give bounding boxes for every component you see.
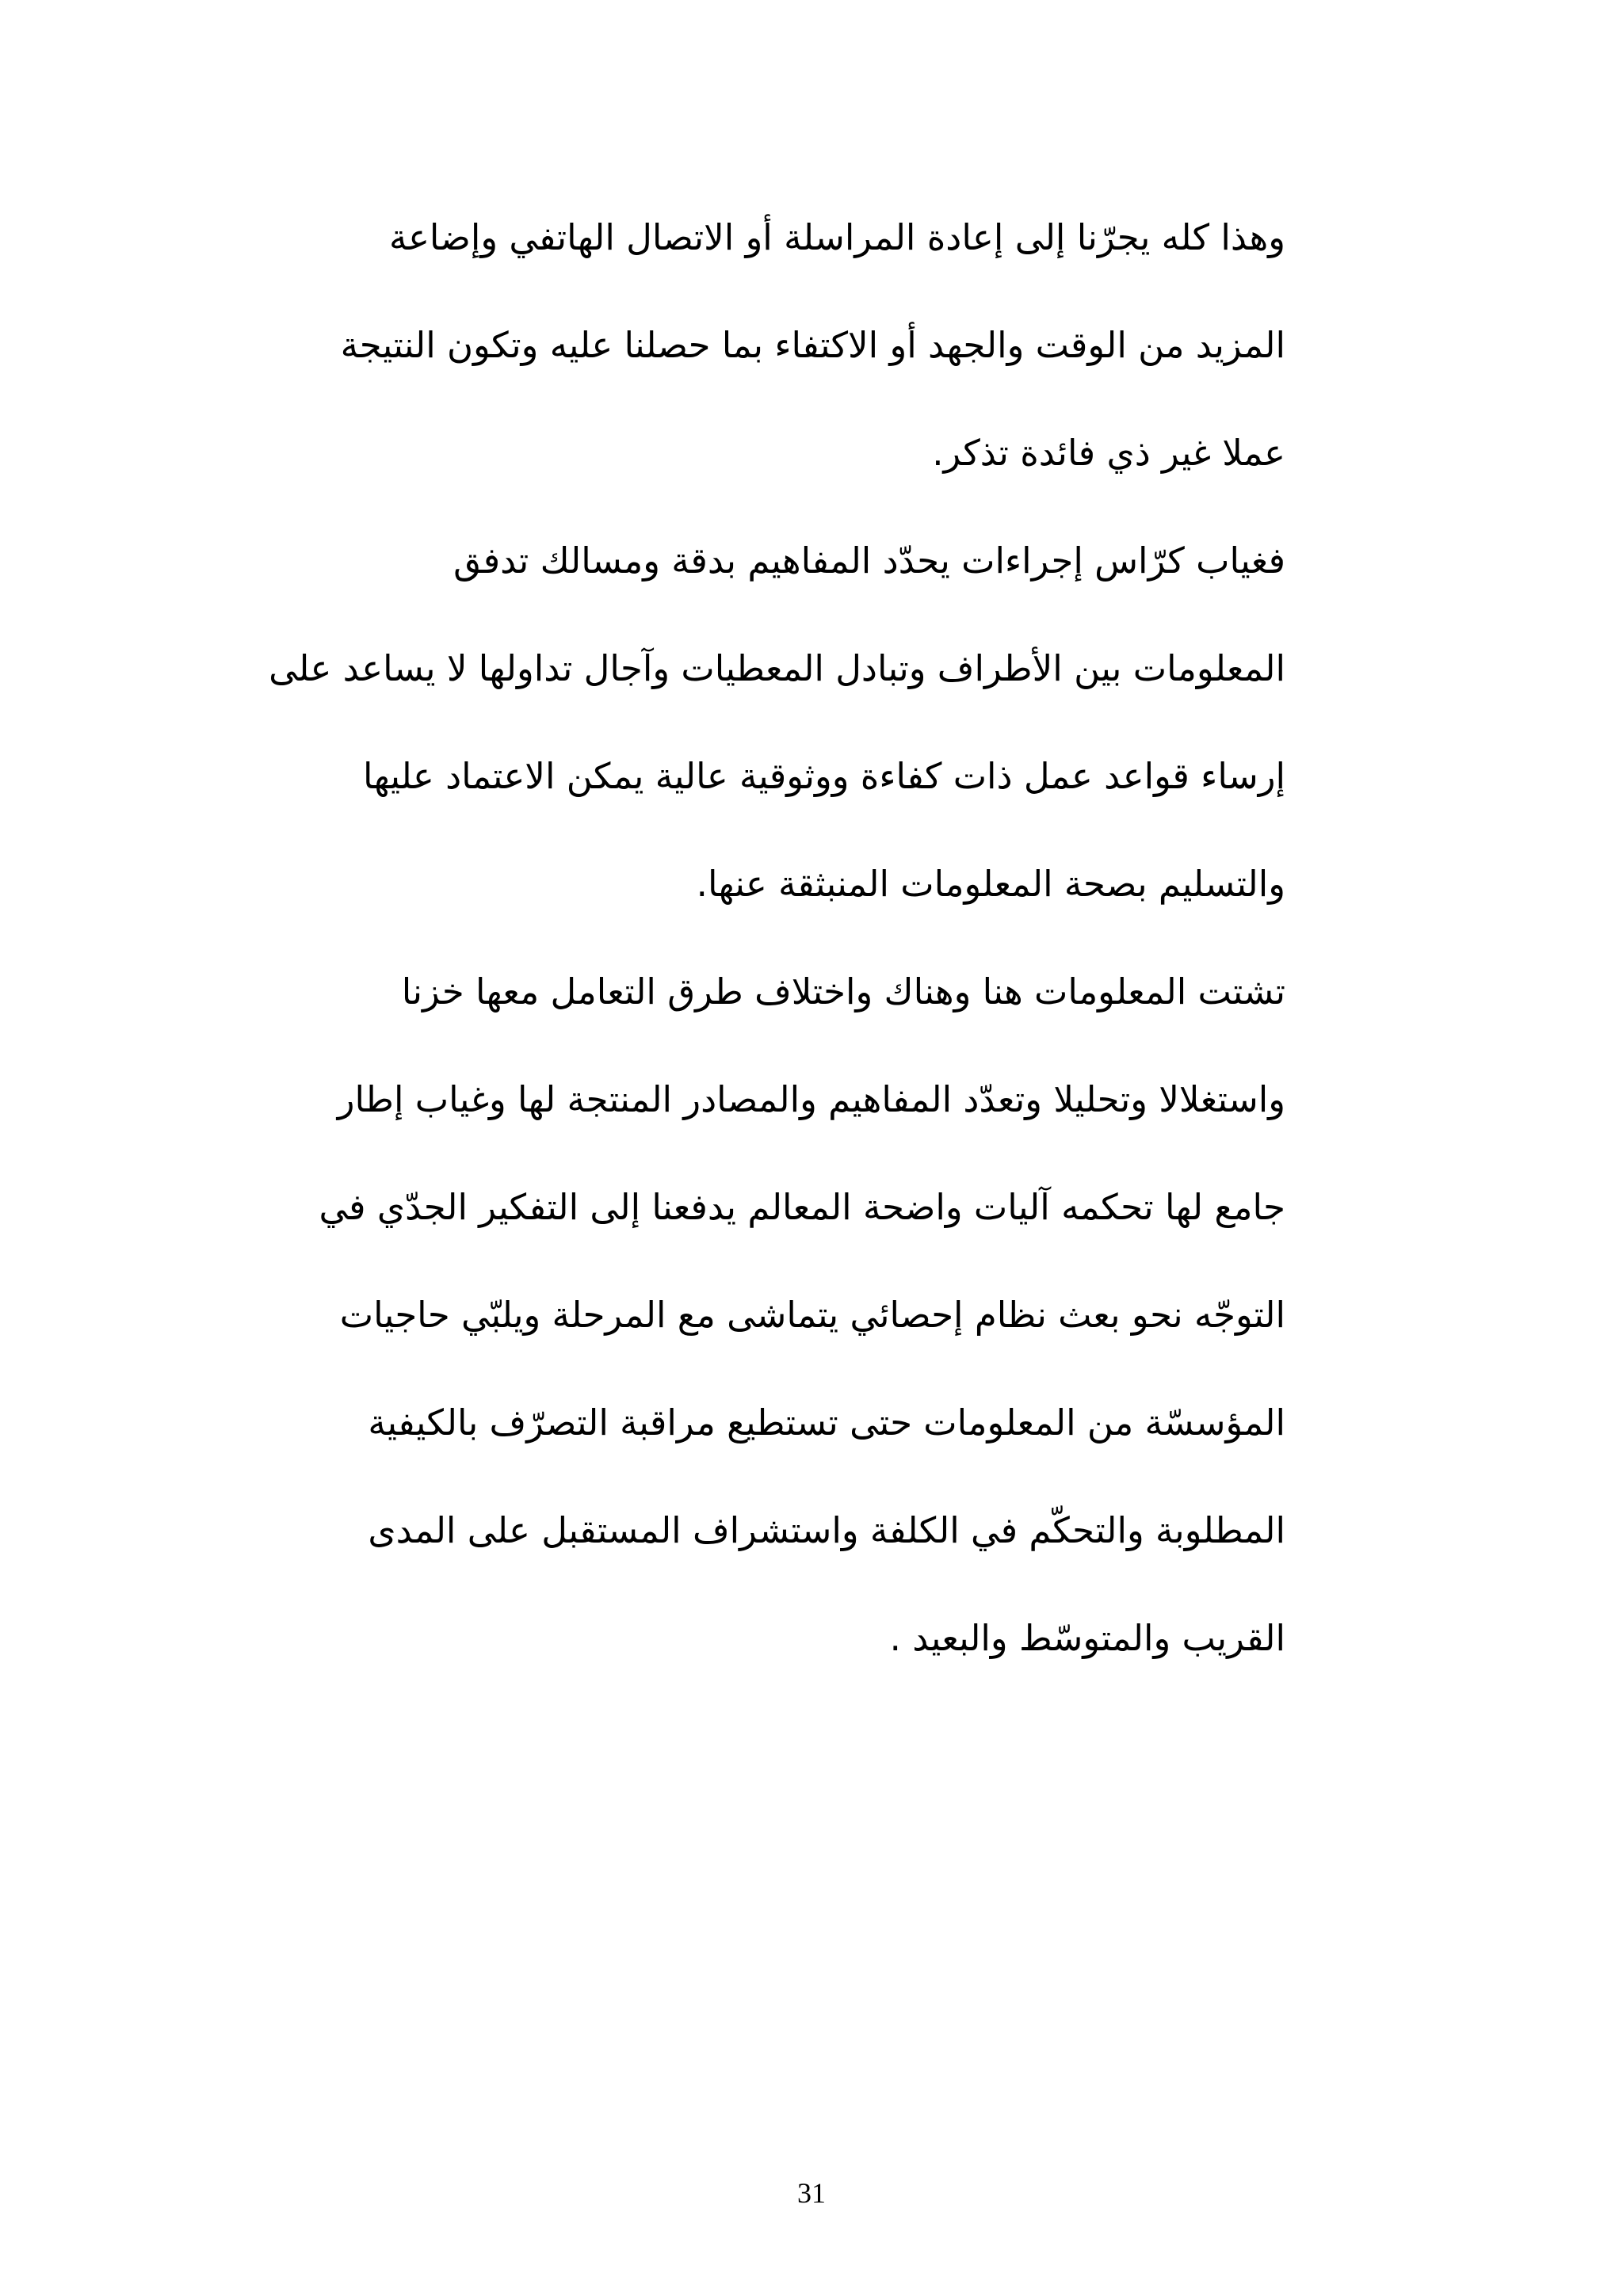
text-line: جامع لها تحكمه آليات واضحة المعالم يدفعنا إلى التفكير الجدّي في [319,1186,1285,1228]
text-line: المعلومات بين الأطراف وتبادل المعطيات وآجال تداولها لا يساعد على [269,647,1285,689]
text-line: وهذا كله يجرّنا إلى إعادة المراسلة أو الاتصال الهاتفي وإضاعة [388,216,1285,258]
text-line: عملا غير ذي فائدة تذكر. [932,432,1285,474]
text-line: تشتت المعلومات هنا وهناك واختلاف طرق التعامل معها خزنا [401,971,1285,1013]
text-line: المؤسسّة من المعلومات حتى تستطيع مراقبة التصرّف بالكيفية [368,1402,1285,1444]
paragraph-3 [238,938,1387,1692]
text-line: القريب والمتوسّط والبعيد . [889,1617,1285,1659]
paragraph-2 [238,507,1387,938]
text-line: إرساء قواعد عمل ذات كفاءة ووثوقية عالية يمكن الاعتماد عليها [363,755,1285,797]
body-text [238,184,1387,1692]
text-line: التوجّه نحو بعث نظام إحصائي يتماشى مع المرحلة ويلبّي حاجيات [339,1294,1285,1336]
text-line: والتسليم بصحة المعلومات المنبثقة عنها. [696,863,1285,905]
paragraph-1 [238,184,1387,507]
text-line: واستغلالا وتحليلا وتعدّد المفاهيم والمصادر المنتجة لها وغياب إطار [337,1078,1285,1120]
page-number: 31 [797,2177,826,2209]
text-line: المزيد من الوقت والجهد أو الاكتفاء بما حصلنا عليه وتكون النتيجة [340,324,1285,366]
text-line: فغياب كرّاس إجراءات يحدّد المفاهيم بدقة ومسالك تدفق [453,540,1285,582]
text-line: المطلوبة والتحكّم في الكلفة واستشراف المستقبل على المدى [368,1509,1285,1551]
